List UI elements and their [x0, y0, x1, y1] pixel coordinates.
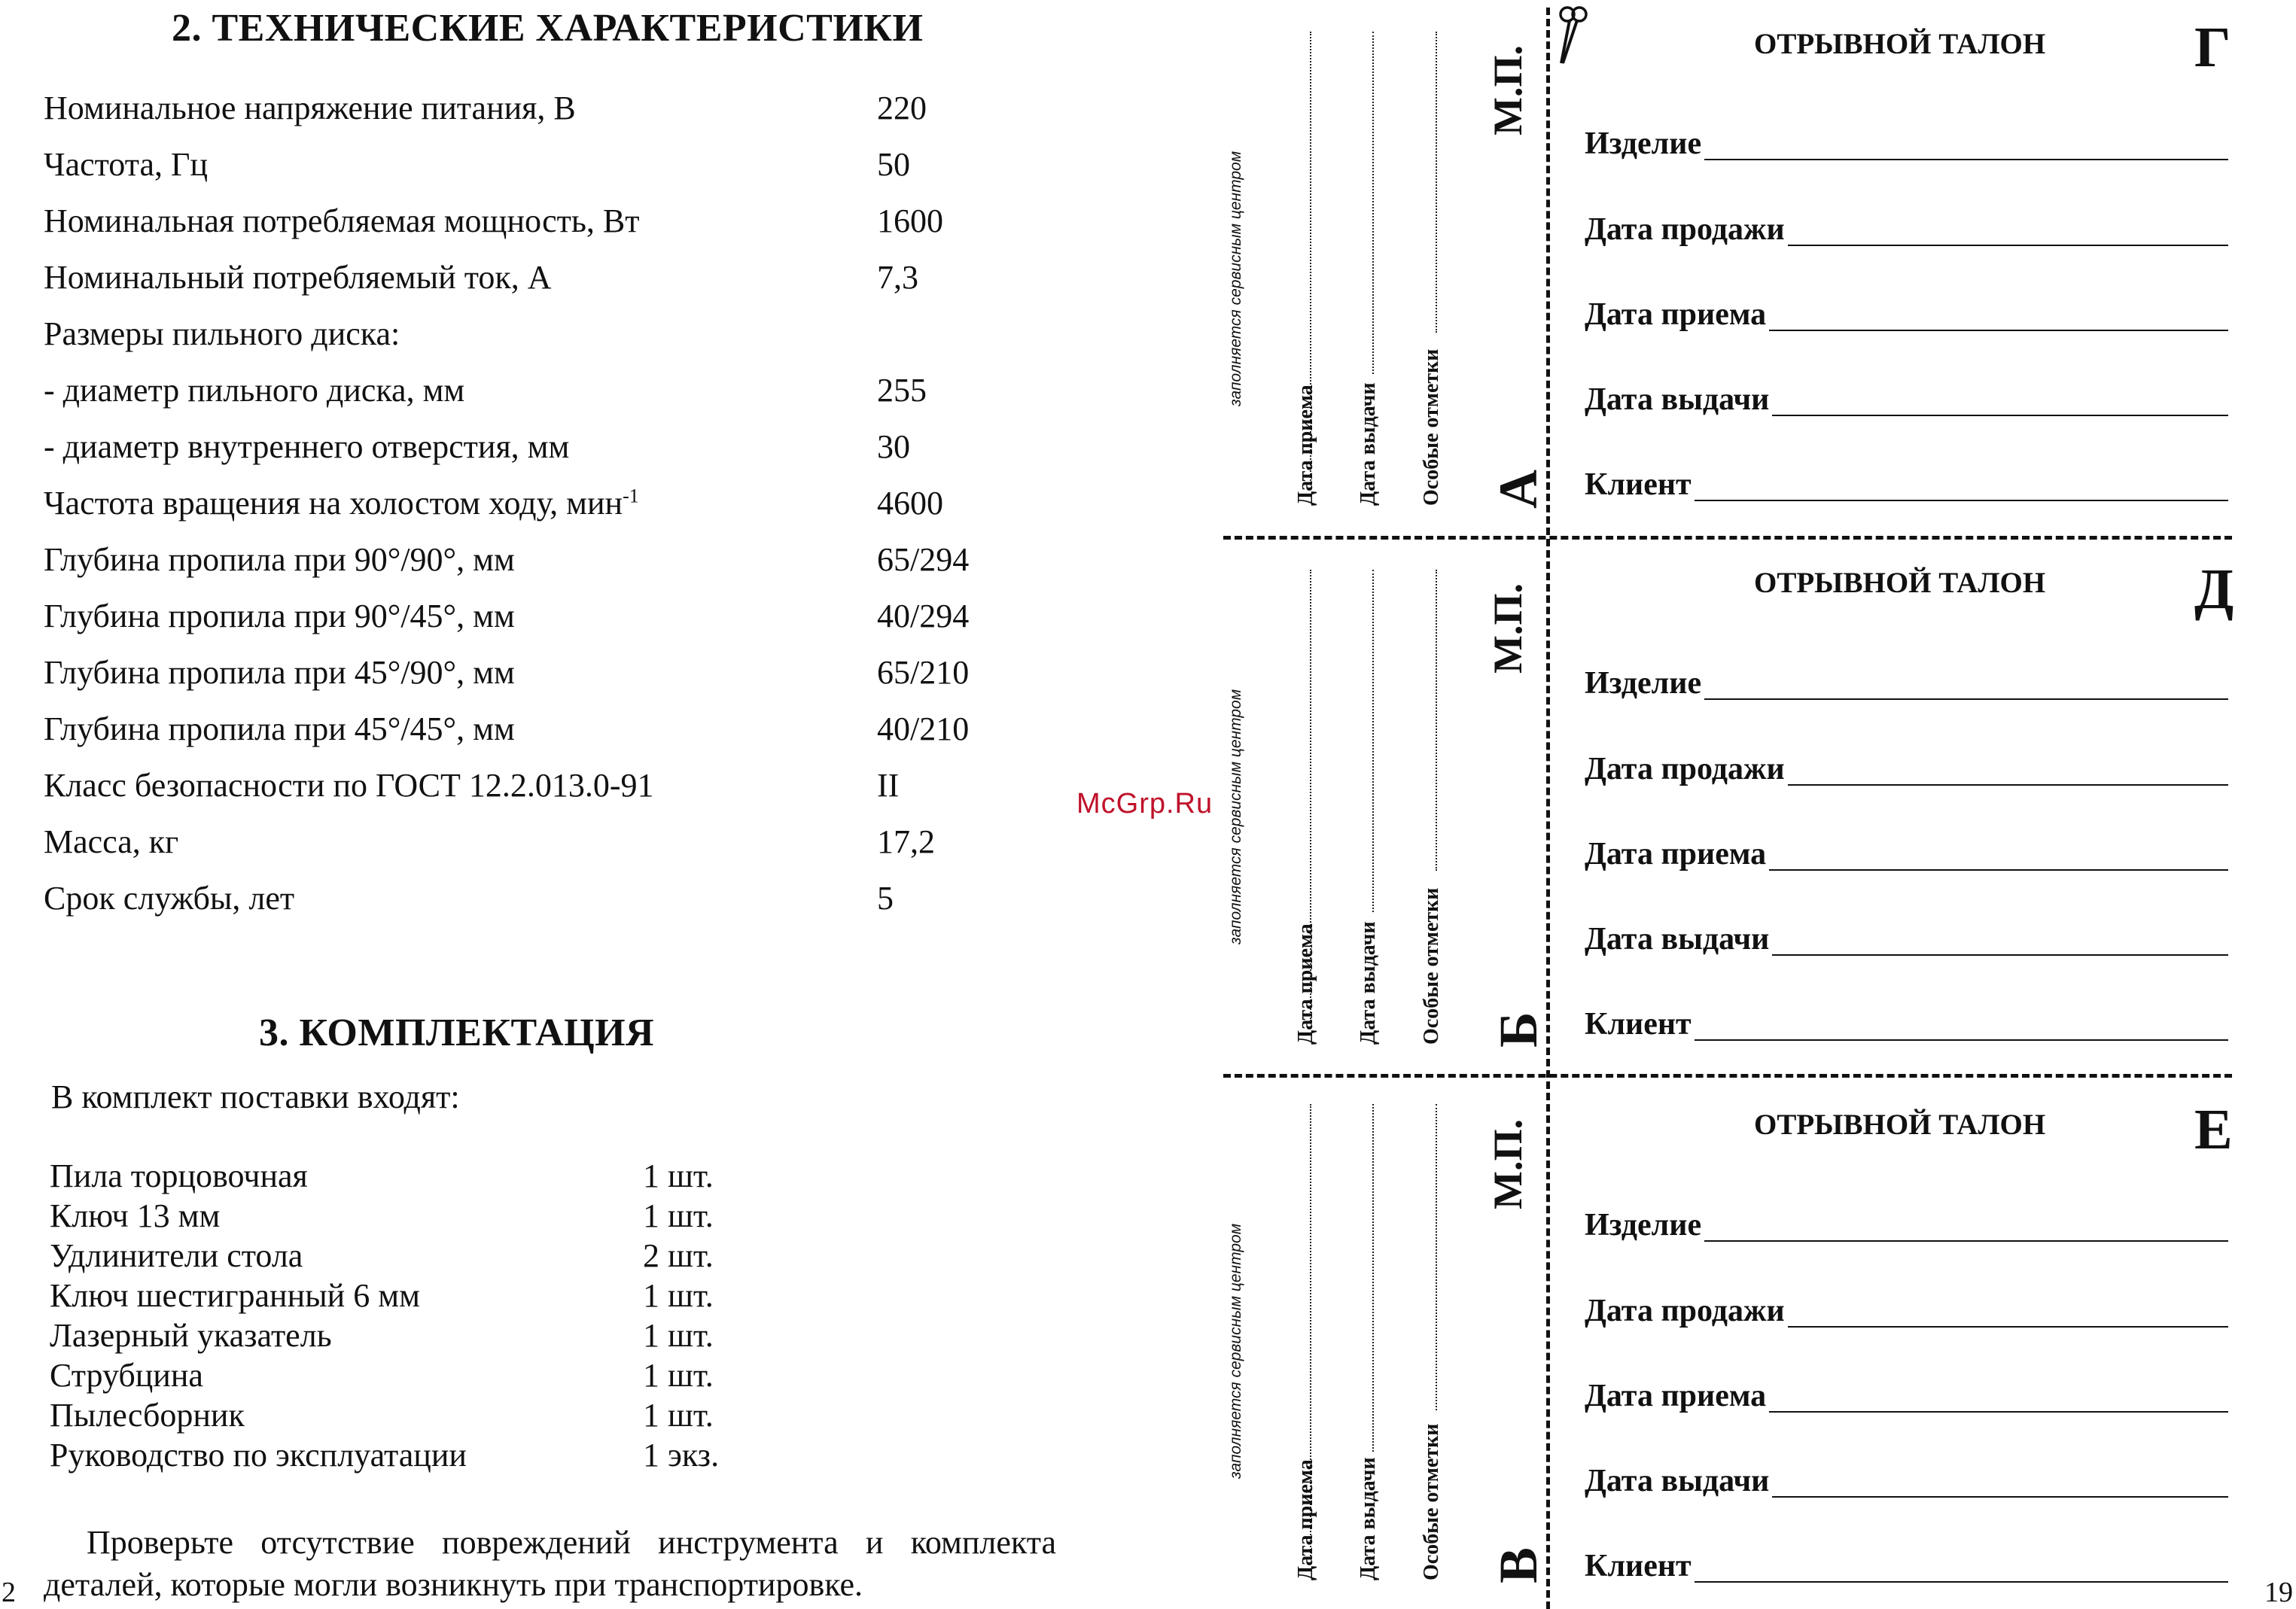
kit-item-qty: 2 шт.: [643, 1237, 714, 1274]
spec-value: II: [877, 767, 900, 804]
service-center-note: заполняется сервисным центром: [1227, 1223, 1244, 1479]
spec-row: [44, 823, 1022, 875]
kit-title: 3. КОМПЛЕКТАЦИЯ: [259, 1011, 655, 1054]
product-field[interactable]: [1585, 124, 2228, 163]
kit-item-qty: 1 экз.: [643, 1437, 720, 1474]
service-center-note: заполняется сервисным центром: [1227, 151, 1244, 406]
spec-label-text: Частота вращения на холостом ходу, мин: [44, 485, 623, 522]
spec-label: Глубина пропила при 45°/90°, мм: [44, 654, 515, 691]
spec-value: 4600: [877, 485, 943, 522]
kit-item-qty: 1 шт.: [643, 1357, 714, 1394]
spec-label: Масса, кг: [44, 823, 179, 860]
page-number-right: 19: [2264, 1577, 2293, 1608]
stub-letter: А: [1488, 470, 1548, 509]
dotted-line: [1436, 1104, 1437, 1410]
spec-value: 40/210: [877, 710, 970, 747]
issue-date-field[interactable]: [1585, 1461, 2228, 1501]
dotted-line: [1372, 1104, 1374, 1452]
sale-date-field[interactable]: [1585, 750, 2228, 789]
spec-label: - диаметр внутреннего отверстия, мм: [44, 428, 570, 465]
spec-value: 5: [877, 880, 894, 917]
field-label: Изделие: [1585, 126, 1704, 162]
kit-item-qty: 1 шт.: [643, 1157, 714, 1194]
spec-row: [44, 597, 1022, 649]
spec-value: 255: [877, 372, 927, 409]
kit-item-label: Удлинители стола: [50, 1237, 303, 1274]
kit-item-qty: 1 шт.: [643, 1277, 714, 1314]
kit-item-label: Ключ 13 мм: [50, 1197, 221, 1234]
field-label: Дата выдачи: [1585, 382, 1772, 418]
spec-row: [44, 202, 1022, 254]
field-label: Дата приема: [1585, 297, 1769, 333]
kit-item-label: Пылесборник: [50, 1397, 245, 1434]
client-field[interactable]: [1585, 465, 2228, 504]
stub-date-received: Дата приема: [1294, 923, 1317, 1045]
stub-special-marks: Особые отметки: [1420, 1423, 1443, 1580]
stub-date-issued: Дата выдачи: [1357, 921, 1380, 1045]
spec-label: Размеры пильного диска:: [44, 315, 400, 352]
spec-row: [44, 653, 1022, 706]
horizontal-cut-line: [1223, 1074, 2232, 1078]
kit-item-label: Пила торцовочная: [50, 1157, 308, 1194]
spec-label: Глубина пропила при 90°/90°, мм: [44, 541, 515, 578]
dotted-line: [1436, 570, 1437, 871]
coupon-letter: Е: [2194, 1098, 2233, 1161]
coupon-letter: Г: [2194, 16, 2231, 79]
issue-date-field[interactable]: [1585, 380, 2228, 419]
coupon-letter: Д: [2194, 558, 2234, 621]
spec-value: 65/210: [877, 654, 970, 691]
stub-date-received: Дата приема: [1294, 1459, 1317, 1580]
coupon-title: ОТРЫВНОЙ ТАЛОН: [1754, 28, 2046, 60]
stub-letter: Б: [1488, 1011, 1548, 1048]
notice-line: деталей, которые могли возникнуть при транспортировке.: [44, 1566, 863, 1603]
coupon-title: ОТРЫВНОЙ ТАЛОН: [1754, 1109, 2046, 1141]
receive-date-field[interactable]: [1585, 835, 2228, 874]
product-field[interactable]: [1585, 664, 2228, 703]
field-label: Клиент: [1585, 1548, 1695, 1584]
spec-title: 2. ТЕХНИЧЕСКИЕ ХАРАКТЕРИСТИКИ: [172, 7, 924, 50]
stub-special-marks: Особые отметки: [1420, 887, 1443, 1045]
stub-special-marks: Особые отметки: [1420, 348, 1443, 506]
field-label: Клиент: [1585, 1006, 1695, 1042]
spec-row: [44, 89, 1022, 141]
spec-label: Частота, Гц: [44, 146, 209, 183]
spec-label: Глубина пропила при 45°/45°, мм: [44, 710, 515, 747]
spec-row: [44, 710, 1022, 762]
spec-row: [44, 258, 1022, 311]
field-label: Дата выдачи: [1585, 921, 1772, 957]
spec-value: 50: [877, 146, 910, 183]
kit-item-qty: 1 шт.: [643, 1317, 714, 1354]
client-field[interactable]: [1585, 1547, 2228, 1586]
spec-row: [44, 315, 1022, 367]
stub-date-received: Дата приема: [1294, 385, 1317, 506]
coupon-title: ОТРЫВНОЙ ТАЛОН: [1754, 567, 2046, 599]
spec-row: [44, 484, 1022, 537]
spec-value: 1600: [877, 202, 943, 239]
stamp-label: М.П.: [1485, 1119, 1530, 1209]
stamp-label: М.П.: [1485, 583, 1530, 674]
field-label: Изделие: [1585, 1207, 1704, 1243]
field-label: Изделие: [1585, 665, 1704, 701]
kit-intro: В комплект поставки входят:: [51, 1078, 460, 1115]
service-center-note: заполняется сервисным центром: [1227, 689, 1244, 944]
vertical-cut-line: [1546, 8, 1550, 1609]
issue-date-field[interactable]: [1585, 920, 2228, 959]
stub-date-issued: Дата выдачи: [1357, 382, 1380, 506]
kit-item-label: Струбцина: [50, 1357, 203, 1394]
spec-row: [44, 879, 1022, 932]
dotted-line: [1436, 32, 1437, 333]
spec-row: [44, 427, 1022, 480]
spec-value: 7,3: [877, 259, 918, 296]
spec-label: Номинальное напряжение питания, В: [44, 90, 576, 126]
spec-label: Класс безопасности по ГОСТ 12.2.013.0-91: [44, 767, 654, 804]
receive-date-field[interactable]: [1585, 1376, 2228, 1416]
kit-item-label: Ключ шестигранный 6 мм: [50, 1277, 420, 1314]
receive-date-field[interactable]: [1585, 295, 2228, 334]
stub-letter: В: [1488, 1547, 1548, 1583]
stamp-label: М.П.: [1485, 45, 1530, 135]
spec-row: [44, 766, 1022, 819]
page-number-left: 2: [2, 1577, 16, 1608]
field-label: Клиент: [1585, 467, 1695, 503]
sale-date-field[interactable]: [1585, 1291, 2228, 1331]
sale-date-field[interactable]: [1585, 210, 2228, 249]
spec-value: 17,2: [877, 823, 935, 860]
spec-label: Срок службы, лет: [44, 880, 295, 917]
dotted-line: [1372, 32, 1374, 374]
spec-label-sup: -1: [623, 485, 639, 507]
kit-item-label: Лазерный указатель: [50, 1317, 332, 1354]
spec-label: [44, 484, 639, 522]
stub-date-issued: Дата выдачи: [1357, 1457, 1380, 1580]
spec-row: [44, 145, 1022, 198]
field-label: Дата выдачи: [1585, 1463, 1772, 1499]
spec-value: 30: [877, 428, 910, 465]
notice-line: Проверьте отсутствие повреждений инструмента и комплекта: [87, 1524, 1056, 1561]
transport-notice: [44, 1522, 1056, 1606]
dotted-line: [1372, 570, 1374, 912]
field-label: Дата продажи: [1585, 751, 1788, 787]
field-label: Дата продажи: [1585, 211, 1788, 248]
spec-row: [44, 540, 1022, 593]
spec-label: Глубина пропила при 90°/45°, мм: [44, 598, 515, 634]
client-field[interactable]: [1585, 1005, 2228, 1044]
field-label: Дата приема: [1585, 1378, 1769, 1414]
kit-item-qty: 1 шт.: [643, 1397, 714, 1434]
spec-value: 40/294: [877, 598, 970, 634]
field-label: Дата приема: [1585, 836, 1769, 872]
horizontal-cut-line: [1223, 536, 2232, 540]
spec-row: [44, 371, 1022, 424]
field-label: Дата продажи: [1585, 1293, 1788, 1329]
spec-label: Номинальная потребляемая мощность, Вт: [44, 202, 640, 239]
spec-value: 220: [877, 90, 927, 126]
spec-value: 65/294: [877, 541, 970, 578]
kit-item-label: Руководство по эксплуатации: [50, 1437, 467, 1474]
spec-label: Номинальный потребляемый ток, А: [44, 259, 552, 296]
watermark: McGrp.Ru: [1076, 788, 1213, 820]
spec-label: - диаметр пильного диска, мм: [44, 372, 465, 409]
kit-item-qty: 1 шт.: [643, 1197, 714, 1234]
scissors-icon: [1551, 3, 1596, 66]
product-field[interactable]: [1585, 1206, 2228, 1245]
